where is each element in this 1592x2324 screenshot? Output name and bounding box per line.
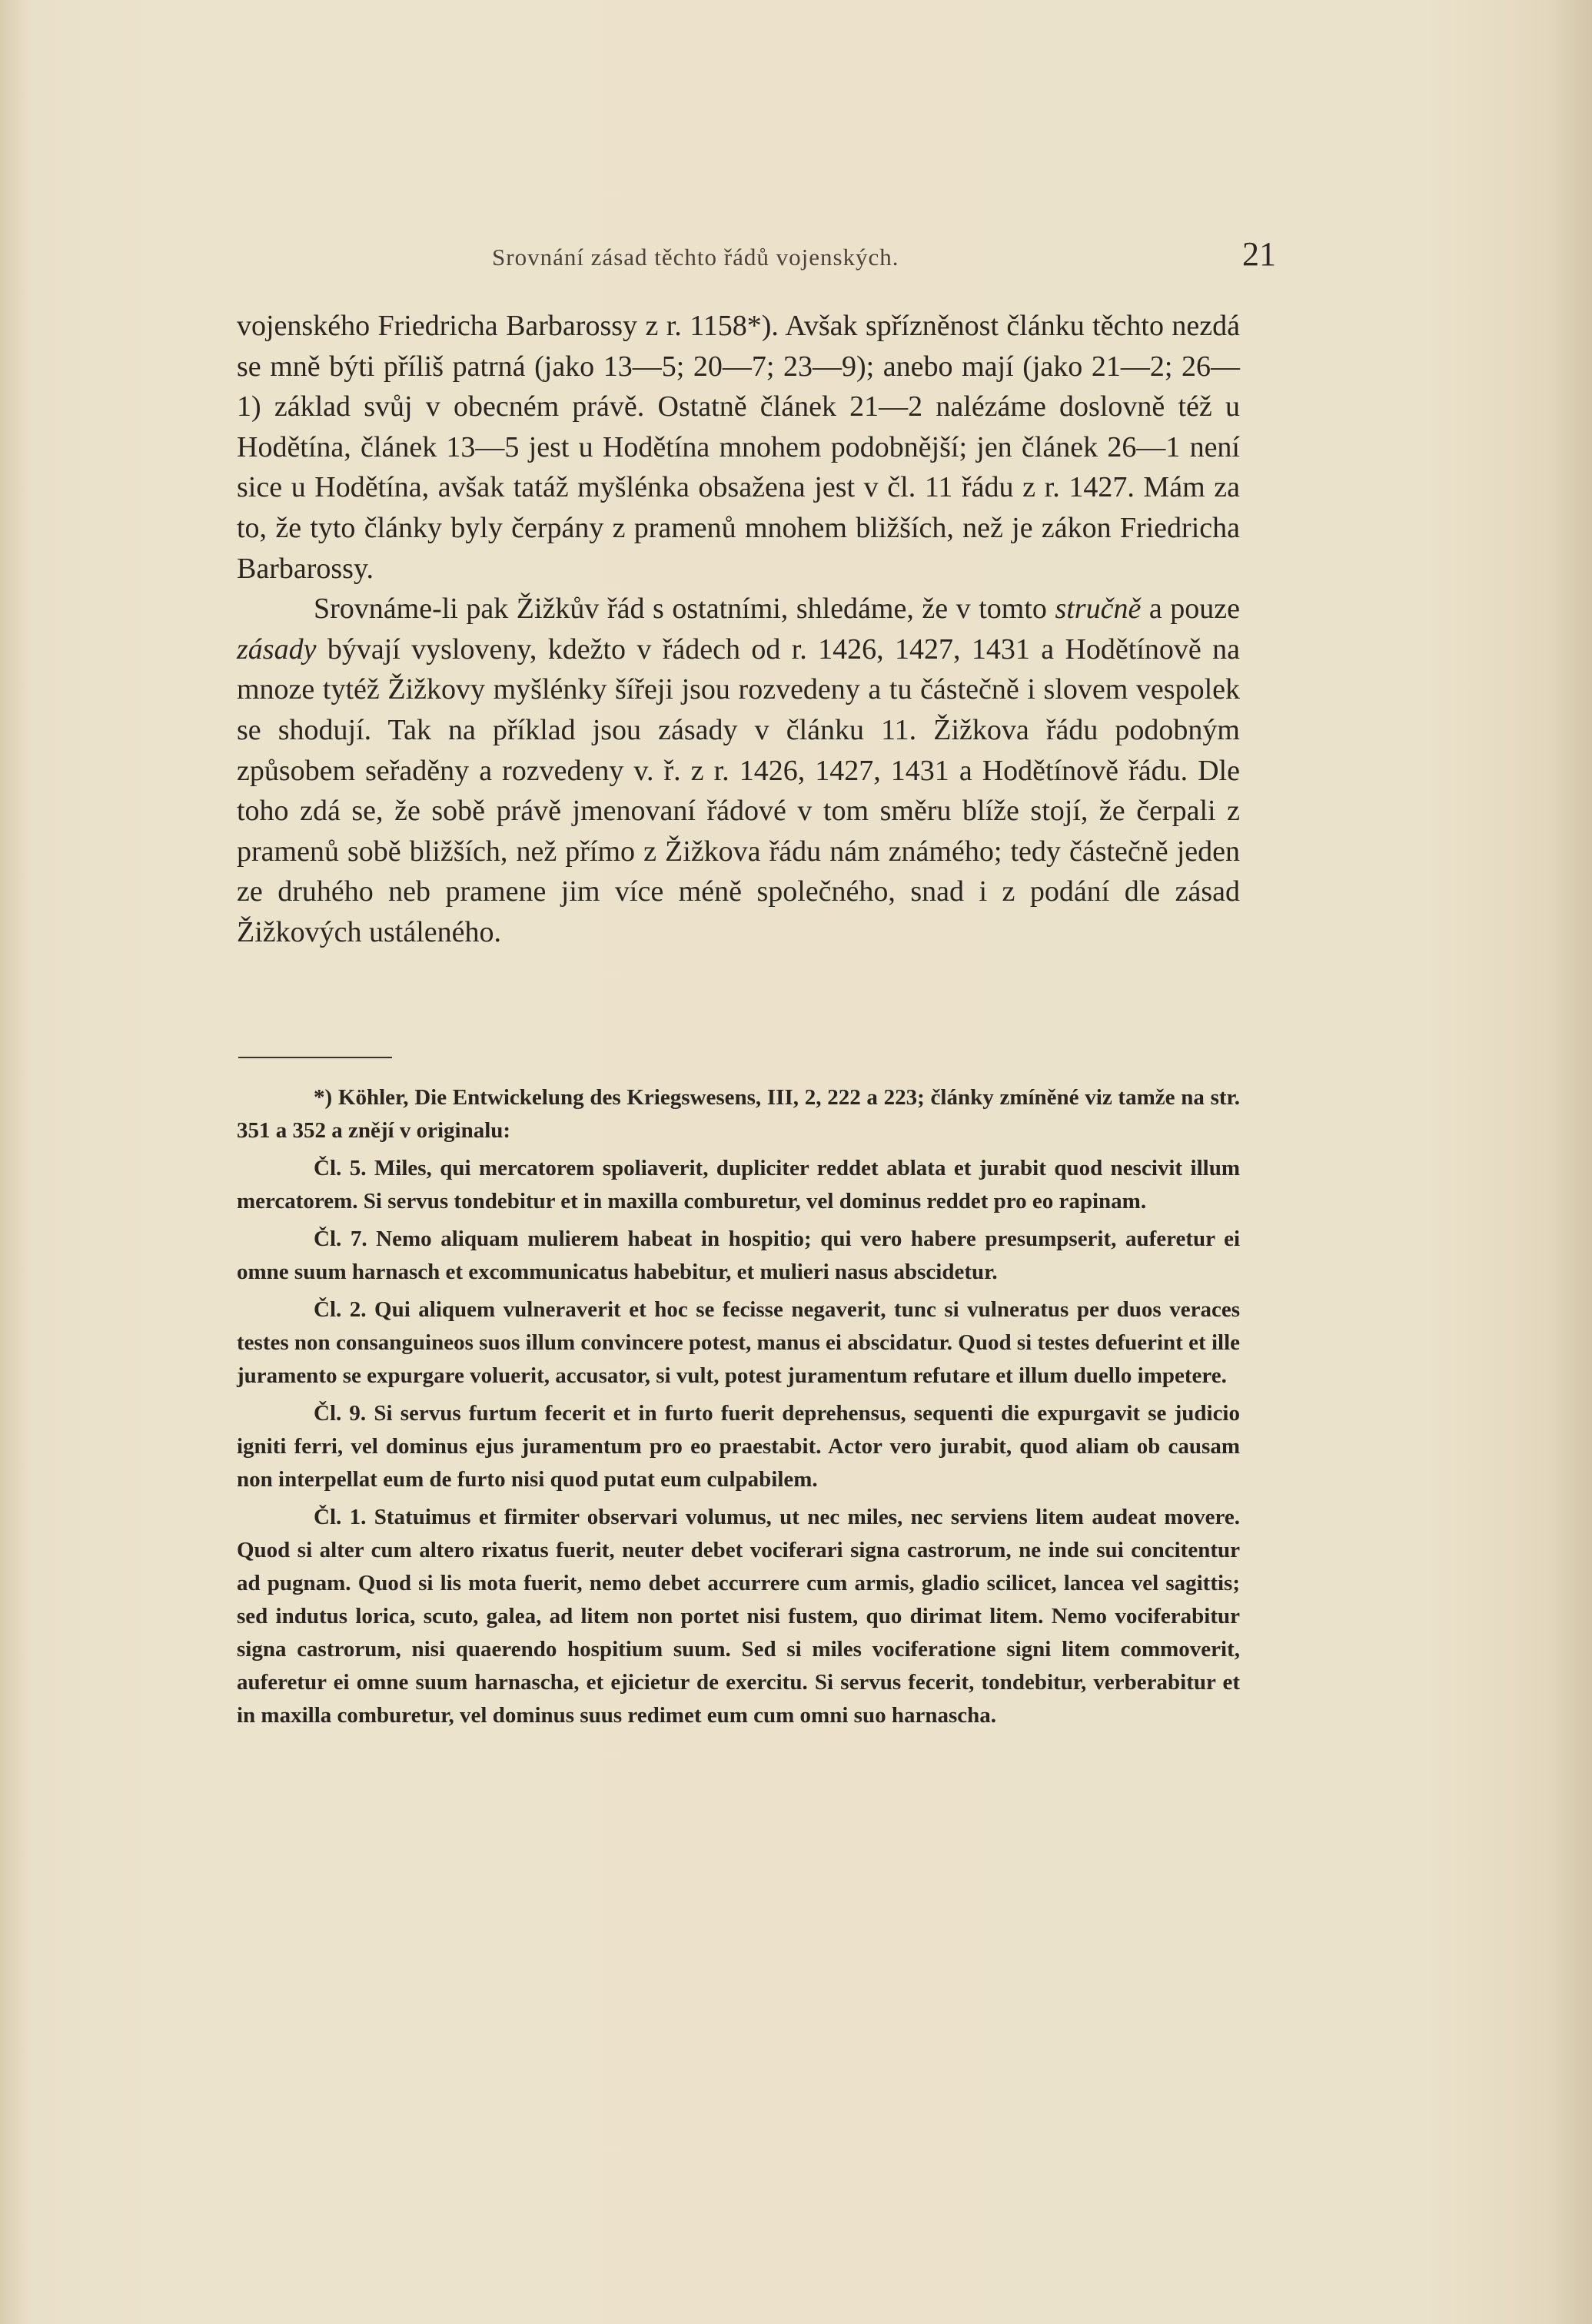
emphasis-strucne: stručně bbox=[1055, 593, 1142, 626]
footnote-intro: *) Köhler, Die Entwickelung des Kriegswesens, III, 2, 222 a 223; články zmíněné viz tamže na str. 351 a 352 a znějí v originalu: bbox=[237, 1085, 1240, 1143]
footnote-article: Čl. 1. Statuimus et firmiter observari volumus, ut nec miles, nec serviens litem audeat movere. Quod si alter cum altero rixatus fuerit, neuter debet vociferari signa castrorum, ne inde sui concitentur ad pugnam. Quod si lis mota fuerit, nemo debet accurrere cum armis, gladio scilicet, lancea vel sagittis; sed indutus lorica, scuto, galea, ad litem non portet nisi fustem, quo dirimat litem. Nemo vociferabitur signa castrorum, nisi quaerendo hospitium suum. Sed si miles vociferatione signi litem commoverit, auferetur ei omne suum harnascha, et ejicietur de exercitu. Si servus fecerit, tondebitur, verberabitur et in maxilla comburetur, vel dominus suus redimet eum cum omni suo harnascha. bbox=[237, 1505, 1240, 1728]
paragraph-1: vojenského Friedricha Barbarossy z r. 1158*). Avšak spřízněnost článku těchto nezdá se mně býti příliš patrná (jako 13—5; 20—7; 23—9); anebo mají (jako 21—2; 26—1) základ svůj v obecném právě. Ostatně článek 21—2 nalézáme doslovně též u Hodětína, článek 13—5 jest u Hodětína mnohem podobnější; jen článek 26—1 není sice u Hodětína, avšak tatáž myšlénka obsažena jest v čl. 11 řádu z r. 1427. Mám za to, že tyto články byly čerpány z pramenů mnohem bližších, než je zákon Friedricha Barbarossy. bbox=[237, 310, 1240, 585]
footnote-article: Čl. 2. Qui aliquem vulneraverit et hoc se fecisse negaverit, tunc si vulneratus per duos veraces testes non consanguineos suos illum convincere potest, manus ei abscidatur. Quod si testes defuerint et ille juramento se expurgare voluerit, accusator, si vult, potest juramentum refutare et illum duello impetere. bbox=[237, 1297, 1240, 1388]
footnotes bbox=[237, 1081, 1240, 1732]
page-edge-shading bbox=[1546, 0, 1592, 2324]
footnote-divider bbox=[238, 1057, 392, 1058]
main-text bbox=[237, 306, 1240, 953]
running-title: Srovnání zásad těchto řádů vojenských. bbox=[492, 244, 899, 271]
footnote-article: Čl. 7. Nemo aliquam mulierem habeat in hospitio; qui vero habere presumpserit, auferetur ei omne suum harnasch et excommunicatus habebitur, et mulieri nasus abscidetur. bbox=[237, 1227, 1240, 1284]
emphasis-zasady: zásady bbox=[237, 632, 317, 666]
footnote-article: Čl. 5. Miles, qui mercatorem spoliaverit, dupliciter reddet ablata et jurabit quod nescivit illum mercatorem. Si servus tondebitur et in maxilla comburetur, vel dominus reddet pro eo rapinam. bbox=[237, 1156, 1240, 1213]
running-head bbox=[238, 234, 1276, 274]
footnote-article: Čl. 9. Si servus furtum fecerit et in furto fuerit deprehensus, sequenti die expurgavit se judicio igniti ferri, vel dominus ejus juramentum pro eo praestabit. Actor vero jurabit, quod aliam ob causam non interpellat eum de furto nisi quod putat eum culpabilem. bbox=[237, 1401, 1240, 1492]
paragraph-2-part-a: Srovnáme-li pak Žižkův řád s ostatními, shledáme, že v tomto bbox=[314, 593, 1055, 626]
page-number: 21 bbox=[1242, 235, 1276, 273]
paragraph-2-part-c: bývají vysloveny, kdežto v řádech od r. 1426, 1427, 1431 a Hodětínově na mnoze tytéž Žižkovy myšlénky šířeji jsou rozvedeny a tu částečně i slovem vespolek se shodují. Tak na příklad jsou zásady v článku 11. Žižkova řádu podobným způsobem seřaděny a rozvedeny v. ř. z r. 1426, 1427, 1431 a Hodětínově řádu. Dle toho zdá se, že sobě právě jmenovaní řádové v tom směru blíže stojí, že čerpali z pramenů sobě bližších, než přímo z Žižkova řádu nám známého; tedy částečně jeden ze druhého neb pramene jim více méně společného, snad i z podání dle zásad Žižkových ustáleného. bbox=[237, 632, 1240, 948]
paragraph-2 bbox=[237, 589, 1240, 952]
paragraph-2-part-b: a pouze bbox=[1141, 593, 1240, 626]
